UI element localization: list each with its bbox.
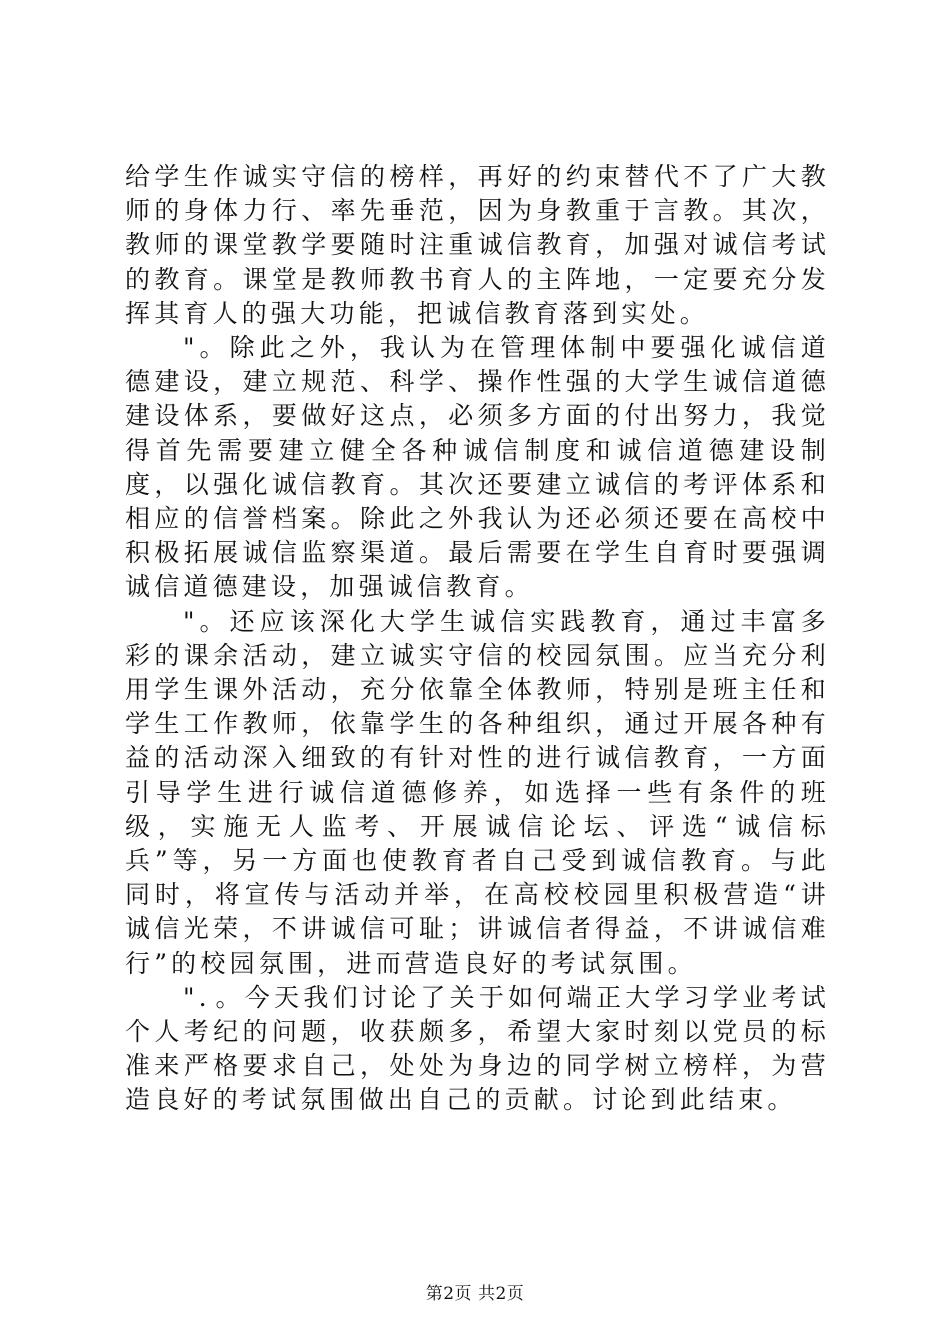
paragraph-3: "。还应该深化大学生诚信实践教育，通过丰富多彩的课余活动，建立诚实守信的校园氛围。应当充分利用学生课外活动，充分依靠全体教师，特别是班主任和学生工作教师，依靠学生的各种组织，通过开展各种有益的活动深入细致的有针对性的进行诚信教育，一方面引导学生进行诚信道德修养，如选择一些有条件的班级，实施无人监考、开展诚信论坛、评选“诚信标兵”等，另一方面也使教育者自己受到诚信教育。与此同时，将宣传与活动并举，在高校校园里积极营造“讲诚信光荣，不讲诚信可耻；讲诚信者得益，不讲诚信难行”的校园氛围，进而营造良好的考试氛围。 bbox=[125, 606, 830, 978]
paragraph-4: "．。今天我们讨论了关于如何端正大学习学业考试个人考纪的问题，收获颇多，希望大家时刻以党员的标准来严格要求自己，处处为身边的同学树立榜样，为营造良好的考试氛围做出自己的贡献。讨论到此结束。 bbox=[125, 982, 830, 1115]
paragraph-1: 给学生作诚实守信的榜样，再好的约束替代不了广大教师的身体力行、率先垂范，因为身教重于言教。其次，教师的课堂教学要随时注重诚信教育，加强对诚信考试的教育。课堂是教师教书育人的主阵地，一定要充分发挥其育人的强大功能，把诚信教育落到实处。 bbox=[125, 162, 830, 328]
page-footer: 第2页 共2页 bbox=[425, 1284, 525, 1304]
paragraph-2: "。除此之外，我认为在管理体制中要强化诚信道德建设，建立规范、科学、操作性强的大学生诚信道德建设体系，要做好这点，必须多方面的付出努力，我觉得首先需要建立健全各种诚信制度和诚信道德建设制度，以强化诚信教育。其次还要建立诚信的考评体系和相应的信誉档案。除此之外我认为还必须还要在高校中积极拓展诚信监察渠道。最后需要在学生自育时要强调诚信道德建设，加强诚信教育。 bbox=[125, 333, 830, 602]
body-text bbox=[125, 160, 830, 1118]
